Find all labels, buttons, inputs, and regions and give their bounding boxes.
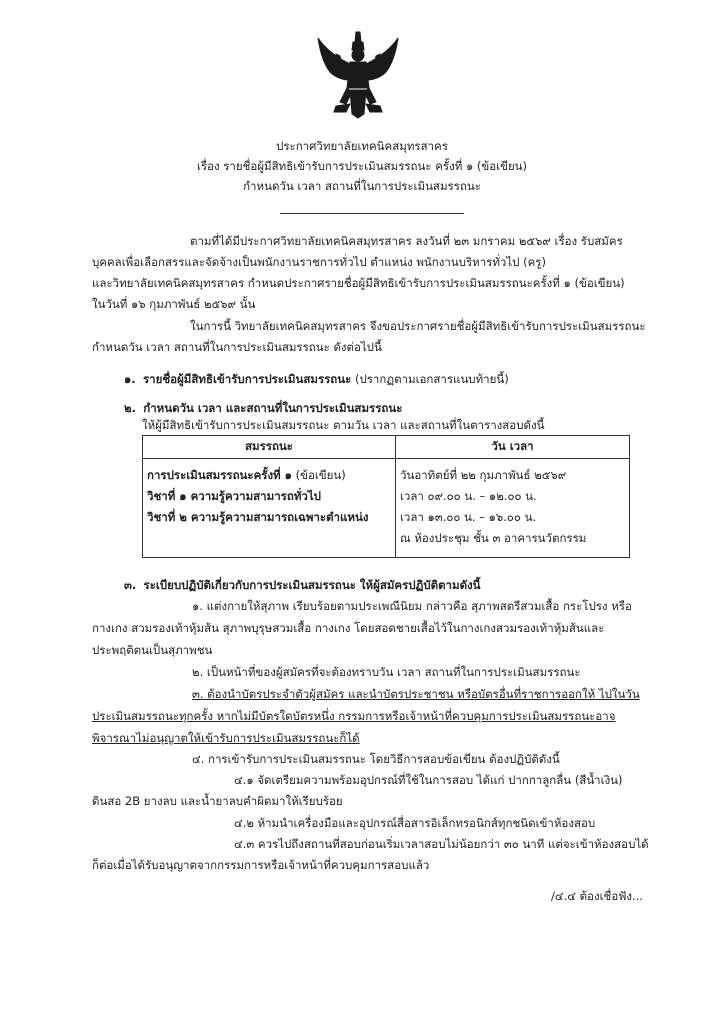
exam-time-1: เวลา ๐๙.๐๐ น. – ๑๒.๐๐ น. — [400, 489, 537, 503]
rule-item-3: ๓. ต้องนำบัตรประจำตัวผู้สมัคร และนำบัตรประชาชน หรือบัตรอื่นที่ราชการออกให้ ไปในวัน — [192, 687, 640, 701]
table-header-row — [143, 436, 630, 459]
section-number: ๒. — [124, 401, 136, 415]
announcement-subject: เรื่อง รายชื่อผู้มีสิทธิเข้ารับการประเมินสมรรถนะ ครั้งที่ ๑ (ข้อเขียน) — [196, 159, 528, 173]
rule-item-4-2: ๔.๒ ห้ามนำเครื่องมือและอุปกรณ์สื่อสารอิเล็กทรอนิกส์ทุกชนิดเข้าห้องสอบ — [234, 816, 596, 830]
section-3-heading — [124, 577, 481, 595]
table-cell-competency — [143, 459, 396, 558]
intro-line: และวิทยาลัยเทคนิคสมุทรสาคร กำหนดประกาศรายชื่อผู้มีสิทธิเข้ารับการประเมินสมรรถนะครั้งที่ ๑ (ข้อเขียน) — [92, 276, 625, 290]
rule-item-3: พิจารณาไม่อนุญาตให้เข้ารับการประเมินสมรรถนะก็ได้ — [92, 731, 360, 745]
rule-item-4-1: ๔.๑ จัดเตรียมความพร้อมอุปกรณ์ที่ใช้ในการสอบ ได้แก่ ปากกาลูกลื่น (สีน้ำเงิน) — [234, 773, 623, 787]
subject-1: วิชาที่ ๑ ความรู้ความสามารถทั่วไป — [147, 489, 321, 503]
section-title: กำหนดวัน เวลา และสถานที่ในการประเมินสมรรถนะ — [143, 401, 403, 415]
exam-round-note: (ข้อเขียน) — [295, 468, 346, 482]
rule-item-1: ประพฤติตนเป็นสุภาพชน — [92, 643, 213, 657]
exam-location: ณ ห้องประชุม ชั้น ๓ อาคารนวัตกรรม — [400, 531, 587, 545]
rule-item-1: กางเกง สวมรองเท้าหุ้มส้น สุภาพบุรุษสวมเสื้อ กางเกง โดยสอดชายเสื้อไว้ในกางเกงสวมรองเท้าหุ้มส้นและ — [92, 621, 605, 635]
rule-item-4: ๔. การเข้ารับการประเมินสมรรถนะ โดยวิธีการสอบข้อเขียน ต้องปฏิบัติดังนี้ — [192, 752, 560, 766]
exam-round: การประเมินสมรรถนะครั้งที่ ๑ — [147, 468, 292, 482]
schedule-table — [142, 435, 630, 558]
section-number: ๑. — [124, 372, 136, 386]
announcement-title: ประกาศวิทยาลัยเทคนิคสมุทรสาคร — [276, 139, 448, 153]
rule-item-2: ๒. เป็นหน้าที่ของผู้สมัครที่จะต้องทราบวัน เวลา สถานที่ในการประเมินสมรรถนะ — [192, 665, 581, 679]
garuda-emblem — [316, 30, 400, 120]
announcement-subtitle: กำหนดวัน เวลา สถานที่ในการประเมินสมรรถนะ — [243, 179, 481, 193]
intro-line: กำหนดวัน เวลา สถานที่ในการประเมินสมรรถนะ ดังต่อไปนี้ — [92, 340, 382, 354]
rule-item-3: ประเมินสมรรถนะทุกครั้ง หากไม่มีบัตรใดบัตรหนึ่ง กรรมการหรือเจ้าหน้าที่ควบคุมการประเมินสมรรถนะอาจ — [92, 709, 616, 723]
intro-line: ในวันที่ ๑๖ กุมภาพันธ์ ๒๕๖๙ นั้น — [92, 297, 256, 311]
page-continuation: /๔.๔ ต้องเชื่อฟัง... — [551, 889, 643, 903]
exam-date: วันอาทิตย์ที่ ๒๒ กุมภาพันธ์ ๒๕๖๙ — [400, 468, 567, 482]
table-cell-datetime — [396, 459, 630, 558]
rule-item-1: ๑. แต่งกายให้สุภาพ เรียบร้อยตามประเพณีนิยม กล่าวคือ สุภาพสตรีสวมเสื้อ กระโปรง หรือ — [192, 599, 632, 613]
section-number: ๓. — [124, 578, 137, 592]
section-1-heading — [124, 371, 509, 389]
section-title: ระเบียบปฏิบัติเกี่ยวกับการประเมินสมรรถนะ ให้ผู้สมัครปฏิบัติตามดังนี้ — [143, 578, 481, 592]
intro-line: ตามที่ได้มีประกาศวิทยาลัยเทคนิคสมุทรสาคร ลงวันที่ ๒๓ มกราคม ๒๕๖๙ เรื่อง รับสมัคร — [190, 234, 623, 248]
section-2-heading — [124, 400, 402, 418]
rule-item-4-3: ก็ต่อเมื่อได้รับอนุญาตจากกรรมการหรือเจ้าหน้าที่ควบคุมการสอบแล้ว — [92, 858, 430, 872]
column-header: วัน เวลา — [396, 436, 630, 459]
exam-time-2: เวลา ๑๓.๐๐ น. – ๑๖.๐๐ น. — [400, 510, 537, 524]
column-header: สมรรถนะ — [143, 436, 396, 459]
header-divider — [280, 213, 464, 214]
section-title: รายชื่อผู้มีสิทธิเข้ารับการประเมินสมรรถนะ — [142, 372, 352, 386]
table-row — [143, 459, 630, 558]
section-2-instruction: ให้ผู้มีสิทธิเข้ารับการประเมินสมรรถนะ ตามวัน เวลา และสถานที่ในตารางสอบดังนี้ — [142, 418, 545, 432]
intro-line: ในการนี้ วิทยาลัยเทคนิคสมุทรสาคร จึงขอประกาศรายชื่อผู้มีสิทธิเข้ารับการประเมินสมรรถนะ — [190, 319, 646, 333]
section-note: (ปรากฏตามเอกสารแนบท้ายนี้) — [354, 372, 509, 386]
intro-line: บุคคลเพื่อเลือกสรรและจัดจ้างเป็นพนักงานราชการทั่วไป ตำแหน่ง พนักงานบริหารทั่วไป (ครู) — [92, 255, 546, 269]
rule-item-4-1: ดินสอ 2B ยางลบ และน้ำยาลบคำผิดมาให้เรียบร้อย — [92, 794, 343, 808]
subject-2: วิชาที่ ๒ ความรู้ความสามารถเฉพาะตำแหน่ง — [147, 510, 369, 524]
rule-item-4-3: ๔.๓ ควรไปถึงสถานที่สอบก่อนเริ่มเวลาสอบไม่น้อยกว่า ๓๐ นาที แต่จะเข้าห้องสอบได้ — [234, 837, 649, 851]
